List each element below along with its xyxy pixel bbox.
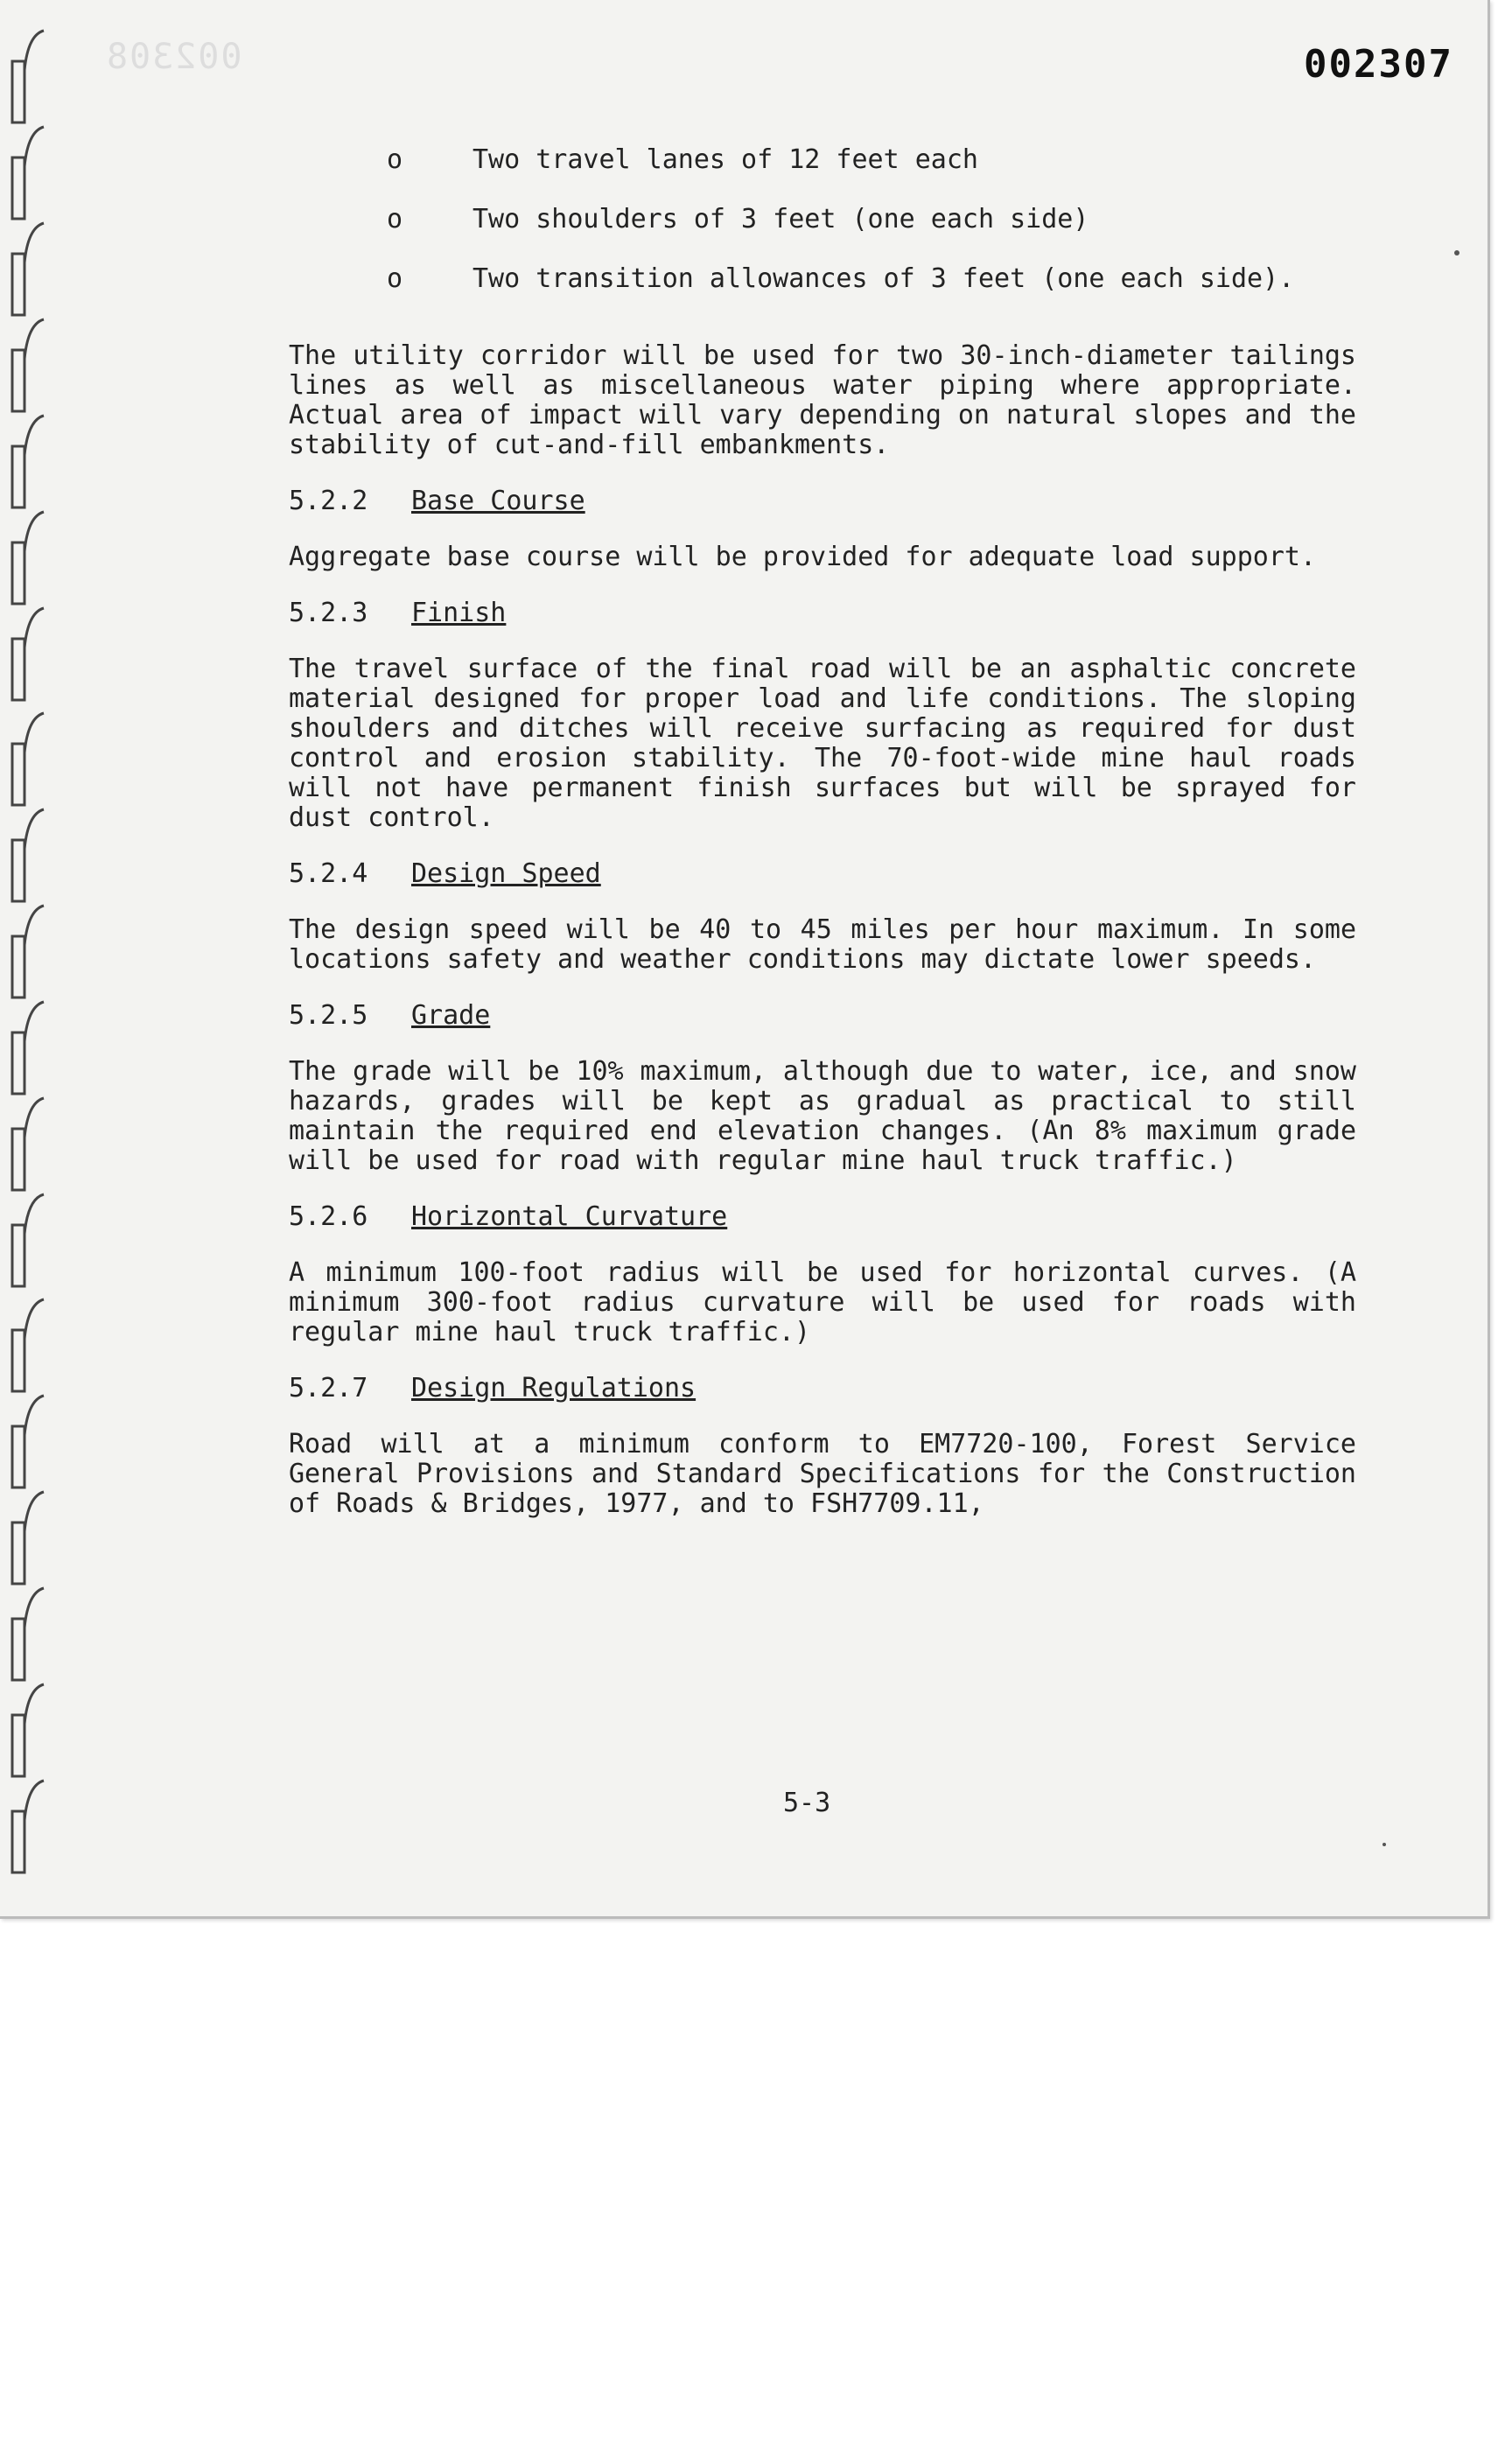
binding-hole bbox=[12, 1522, 24, 1584]
bullet-text: Two travel lanes of 12 feet each bbox=[472, 144, 978, 175]
section-title: Finish bbox=[411, 598, 507, 628]
bullet-mark: o bbox=[387, 204, 403, 234]
section-body: The travel surface of the final road will be an asphaltic concrete material designed for proper load and life conditions. The sloping shoulders and ditches will receive surfacing as required for dust control and erosion stability. The 70-foot-wide mine haul roads will not have permanent finish surfaces but will be sprayed for dust control. bbox=[289, 654, 1356, 833]
section-number: 5.2.6 bbox=[289, 1201, 368, 1232]
bullet-mark: o bbox=[387, 263, 403, 294]
binding-hole bbox=[12, 542, 24, 604]
bullet-text: Two transition allowances of 3 feet (one each side). bbox=[472, 263, 1295, 294]
binding-hole bbox=[12, 936, 24, 998]
page-number: 5-3 bbox=[783, 1788, 831, 1818]
binding-hole bbox=[12, 1715, 24, 1776]
scan-speck bbox=[1454, 250, 1460, 256]
binding-hole bbox=[12, 744, 24, 805]
section-heading bbox=[289, 1202, 1365, 1232]
binding-hole bbox=[12, 254, 24, 315]
section-number: 5.2.4 bbox=[289, 858, 368, 889]
page-content bbox=[262, 131, 1365, 1545]
section-title: Base Course bbox=[411, 486, 585, 516]
binding-hole bbox=[12, 1032, 24, 1094]
binding-hole bbox=[12, 1225, 24, 1286]
binding-hole bbox=[12, 1129, 24, 1190]
bullet-mark: o bbox=[387, 144, 403, 175]
binding-hole bbox=[12, 639, 24, 700]
section-number: 5.2.3 bbox=[289, 598, 368, 628]
binding-hole bbox=[12, 446, 24, 508]
bleedthrough-document-id: 002308 bbox=[105, 37, 242, 77]
section-heading bbox=[289, 598, 1365, 628]
section-number: 5.2.5 bbox=[289, 1000, 368, 1031]
binding-hole bbox=[12, 1619, 24, 1680]
bullet-item bbox=[262, 131, 1365, 191]
section-number: 5.2.7 bbox=[289, 1373, 368, 1404]
section-heading bbox=[289, 859, 1365, 889]
bullet-item bbox=[262, 191, 1365, 250]
section-heading bbox=[289, 1001, 1365, 1031]
section-body: The design speed will be 40 to 45 miles per hour maximum. In some locations safety and weather conditions may dictate lower speeds. bbox=[289, 914, 1356, 975]
section-title: Grade bbox=[411, 1000, 491, 1031]
section-number: 5.2.2 bbox=[289, 486, 368, 516]
binding-hole bbox=[12, 61, 24, 122]
scan-speck bbox=[1382, 1843, 1386, 1846]
section-body: A minimum 100-foot radius will be used for horizontal curves. (A minimum 300-foot radius curvature will be used for roads with regular mine haul truck traffic.) bbox=[289, 1257, 1356, 1348]
section-body: Road will at a minimum conform to EM7720-100, Forest Service General Provisions and Standard Specifications for the Construction of Roads & Bridges, 1977, and to FSH7709.11, bbox=[289, 1429, 1356, 1519]
binding-hole bbox=[12, 158, 24, 219]
spiral-binding bbox=[0, 0, 70, 1916]
document-id: 002307 bbox=[1304, 42, 1453, 87]
section-heading bbox=[289, 486, 1365, 516]
bullet-item bbox=[262, 250, 1365, 341]
binding-hole bbox=[12, 1330, 24, 1391]
intro-paragraph: The utility corridor will be used for two 30-inch-diameter tailings lines as well as miscellaneous water piping where appropriate. Actual area of impact will vary depending on natural slopes and the stability of cut-and-fill embankments. bbox=[289, 340, 1356, 460]
section-body: The grade will be 10% maximum, although due to water, ice, and snow hazards, grades will be kept as gradual as practical to still maintain the required end elevation changes. (An 8% maximum grade will be used for road with regular mine haul truck traffic.) bbox=[289, 1056, 1356, 1176]
bullet-text: Two shoulders of 3 feet (one each side) bbox=[472, 204, 1089, 234]
section-body: Aggregate base course will be provided for adequate load support. bbox=[289, 542, 1316, 572]
binding-hole bbox=[12, 840, 24, 901]
binding-hole bbox=[12, 1811, 24, 1872]
section-heading bbox=[289, 1374, 1365, 1404]
binding-hole bbox=[12, 350, 24, 411]
section-title: Design Speed bbox=[411, 858, 601, 889]
section-title: Horizontal Curvature bbox=[411, 1201, 728, 1232]
binding-hole bbox=[12, 1426, 24, 1488]
section-title: Design Regulations bbox=[411, 1373, 696, 1404]
